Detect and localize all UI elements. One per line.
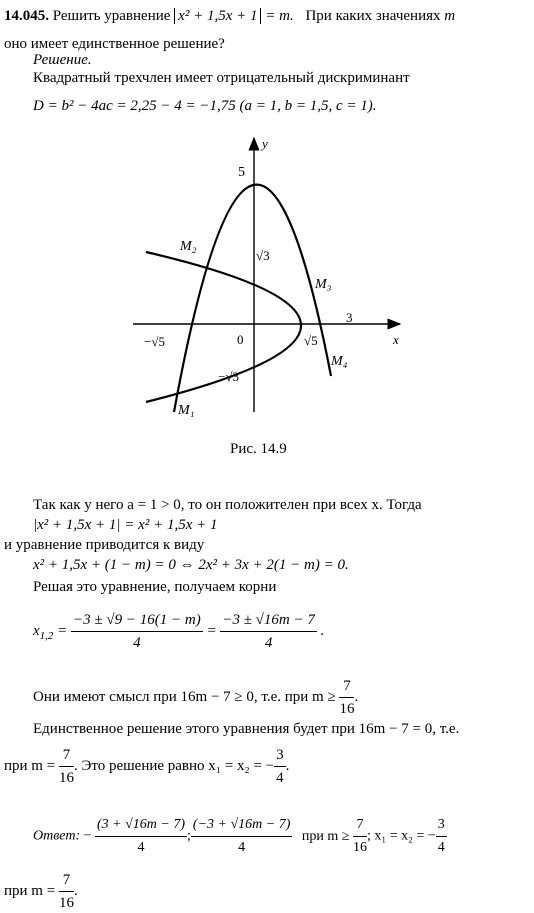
roots-eq-1: = [57,622,68,639]
fraction-7-16-c [59,870,74,913]
solution-line-2: Так как у него a = 1 > 0, то он положителен при всех x. Тогда [33,497,422,513]
frac-den-16-c: 16 [58,895,74,911]
frac-den-16-b: 16 [58,770,74,786]
point-M2: M₂ [180,239,197,254]
problem-lead: Решить уравнение [52,8,171,24]
roots-formula [33,610,324,653]
answer-fraction-2 [191,815,292,858]
answer-numerator-1: (3 + √16m − 7) [95,815,187,837]
answer-label: Ответ: [33,828,81,844]
point-M3: M₃ [315,277,332,292]
answer-frac-den-4: 4 [437,840,445,855]
discriminant-line: D = b² − 4ac = 2,25 − 4 = −1,75 (a = 1, b = 1,5, c = 1). [33,98,377,114]
line9-start: при m = [4,757,56,774]
label-minus-sqrt5: −√5 [144,334,165,349]
frac-num-3-a: 3 [274,745,286,767]
roots-eq-2: = [206,622,217,639]
label-5: 5 [238,165,245,180]
problem-question-m: m [444,8,456,24]
label-sqrt3: √3 [256,248,270,263]
frac-den-16-a: 16 [339,701,355,717]
answer-fraction-1 [95,815,187,858]
roots-fraction-2 [220,610,317,653]
fraction-7-16-a [339,676,354,719]
solution-line-3: |x² + 1,5x + 1| = x² + 1,5x + 1 [33,517,218,533]
problem-equation-abs: x² + 1,5x + 1 [174,8,261,24]
point-M4: M₄ [331,354,348,369]
solution-line-1: Квадратный трехчлен имеет отрицательный дискриминант [33,70,410,86]
frac-num-7-b: 7 [59,745,74,767]
roots-subscript: 1,2 [39,629,54,642]
answer-minus: − [83,828,92,844]
answer-frac-den-16: 16 [352,840,367,855]
frac-num-7-a: 7 [339,676,354,698]
line10-start: при m = [4,882,56,899]
problem-equation-rhs: = m. [265,8,294,24]
figure-caption: Рис. 14.9 [230,441,287,457]
problem-question: При каких значениях [305,8,441,24]
frac-num-7-c: 7 [59,870,74,892]
roots-end: . [320,622,325,639]
answer-tail: ; x₁ = x₂ = − [366,828,436,844]
answer-denominator-2: 4 [238,840,246,855]
answer-numerator-2: (−3 + √16m − 7) [191,815,292,837]
answer-denominator-1: 4 [137,840,145,855]
line10-end: . [73,882,78,899]
label-minus-sqrt3: −√3 [218,369,239,384]
solution-line-9 [4,745,289,788]
x-axis-label: x [393,332,399,347]
roots-numerator-2: −3 ± √16m − 7 [220,610,317,632]
line7-end: . [354,688,359,705]
fraction-3-4-a [274,745,286,788]
line7-text: Они имеют смысл при 16m − 7 ≥ 0, т.е. при m ≥ [33,688,336,705]
answer-separator: ; [187,828,191,844]
answer-line [33,815,447,858]
label-3: 3 [346,310,353,325]
solution-line-5: x² + 1,5x + (1 − m) = 0 ⇔ 2x² + 3x + 2(1 − m) = 0. [33,557,349,573]
label-origin: 0 [237,332,244,347]
point-M1: M₁ [178,403,195,418]
answer-frac-num-7: 7 [353,815,367,837]
problem-line-2: оно имеет единственное решение? [4,36,225,52]
frac-den-4-a: 4 [276,770,284,786]
roots-denominator-1: 4 [133,635,141,651]
solution-line-4: и уравнение приводится к виду [4,537,205,553]
fraction-7-16-b [59,745,74,788]
roots-numerator-1: −3 ± √9 − 16(1 − m) [71,610,203,632]
solution-label: Решение. [33,52,92,68]
problem-line-1 [4,7,455,25]
answer-fraction-3-4 [436,815,447,858]
solution-line-7 [33,676,358,719]
line9-middle: . Это решение равно x₁ = x₂ = − [73,757,275,774]
label-sqrt5: √5 [304,333,318,348]
answer-last-line [4,870,78,913]
problem-number: 14.045. [4,8,49,24]
answer-condition: при m ≥ [301,828,350,844]
roots-fraction-1 [71,610,203,653]
roots-lhs: x [33,622,40,639]
solution-line-8: Единственное решение этого уравнения будет при 16m − 7 = 0, т.е. [33,721,460,737]
parabola-figure [128,136,418,426]
line9-end: . [285,757,290,774]
roots-denominator-2: 4 [264,635,273,651]
solution-line-6: Решая это уравнение, получаем корни [33,579,277,595]
y-axis-label: y [262,136,268,151]
answer-fraction-7-16 [353,815,367,858]
answer-frac-num-3: 3 [436,815,447,837]
vertical-parabola [174,185,331,412]
